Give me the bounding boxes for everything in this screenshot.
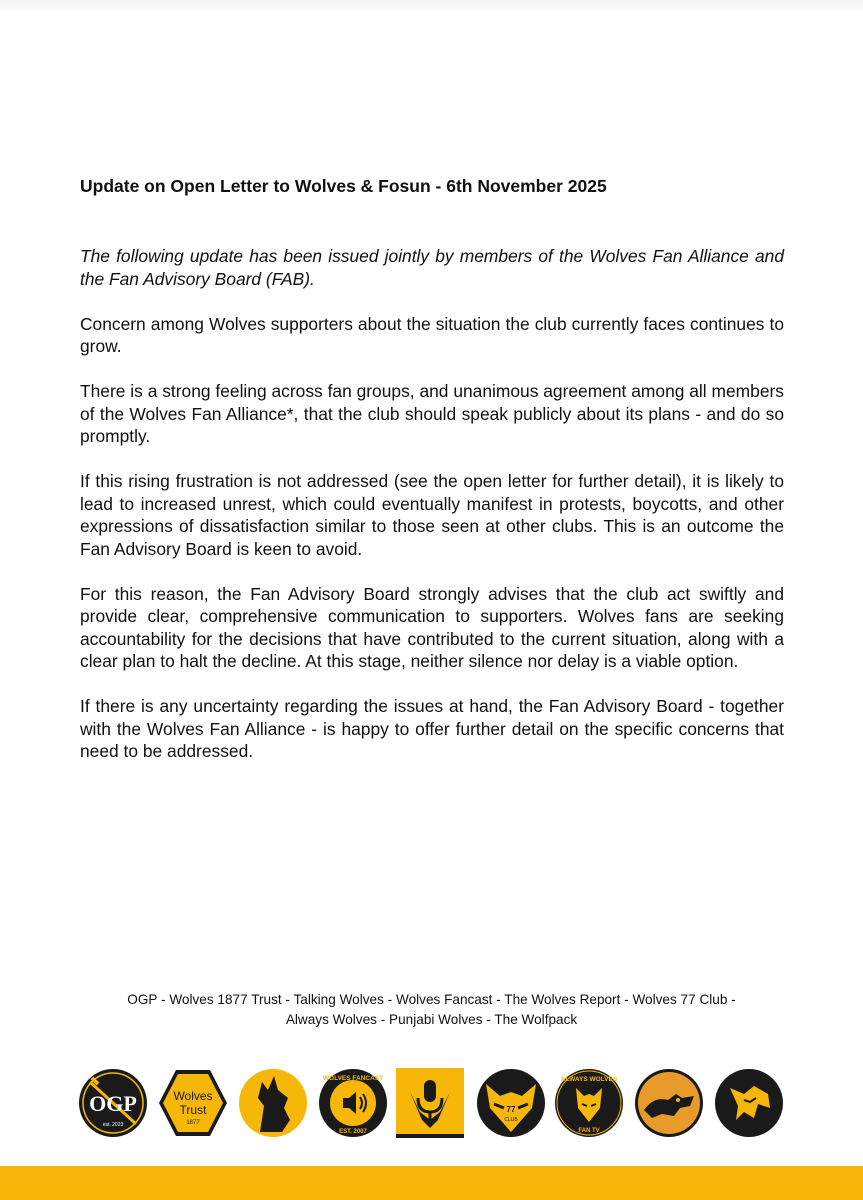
bottom-accent-bar (0, 1166, 863, 1200)
talking-wolves-logo (238, 1068, 308, 1138)
svg-text:Trust: Trust (179, 1103, 207, 1117)
fan-group-logos (78, 1068, 788, 1138)
svg-text:Wolves: Wolves (173, 1089, 213, 1103)
wolves-trust-logo (158, 1068, 228, 1138)
wolves-77-club-logo (476, 1068, 546, 1138)
svg-text:CLUB: CLUB (504, 1117, 518, 1123)
fan-groups-line-1: OGP - Wolves 1877 Trust - Talking Wolves - Wolves Fancast - The Wolves Report - Wolves 77 Club - (127, 992, 736, 1007)
svg-text:ALWAYS WOLVES: ALWAYS WOLVES (560, 1076, 618, 1083)
punjabi-wolves-logo (634, 1068, 704, 1138)
body-paragraph: If this rising frustration is not addressed (see the open letter for further detail), it is likely to lead to increased unrest, which could eventually manifest in protests, boycotts, and other expressions of dissatisfaction similar to those seen at other clubs. This is an outcome the Fan Advisory Board is keen to avoid. (80, 471, 784, 559)
document-title: Update on Open Letter to Wolves & Fosun - 6th November 2025 (80, 176, 607, 196)
the-wolves-report-logo (396, 1068, 464, 1138)
intro-paragraph: The following update has been issued jointly by members of the Wolves Fan Alliance and the Fan Advisory Board (FAB). (80, 246, 784, 289)
body-paragraph: Concern among Wolves supporters about the situation the club currently faces continues to grow. (80, 313, 784, 356)
svg-text:OGP: OGP (89, 1091, 137, 1116)
wolves-fancast-logo (318, 1068, 388, 1138)
the-wolfpack-logo (714, 1068, 784, 1138)
always-wolves-logo (554, 1068, 624, 1138)
svg-text:1877: 1877 (186, 1120, 200, 1126)
body-paragraph: There is a strong feeling across fan groups, and unanimous agreement among all members of the Wolves Fan Alliance*, that the club should speak publicly about its plans - and do so promptly. (80, 381, 784, 446)
document-body (80, 245, 784, 785)
body-paragraph: If there is any uncertainty regarding the issues at hand, the Fan Advisory Board - together with the Wolves Fan Alliance - is happy to offer further detail on the specific concerns that need to be addressed. (80, 696, 784, 761)
fan-groups-list (60, 990, 803, 1030)
body-paragraph: For this reason, the Fan Advisory Board strongly advises that the club act swiftly and provide clear, comprehensive communication to supporters. Wolves fans are seeking accountability for the decisions that have contributed to the current situation, along with a clear plan to halt the decline. At this stage, neither silence nor delay is a viable option. (80, 583, 784, 671)
svg-text:FAN TV: FAN TV (578, 1128, 600, 1134)
svg-text:77: 77 (506, 1105, 516, 1114)
ogp-logo (78, 1068, 148, 1138)
fan-groups-line-2: Always Wolves - Punjabi Wolves - The Wolfpack (285, 1012, 578, 1027)
svg-text:WOLVES FANCAST: WOLVES FANCAST (322, 1075, 384, 1082)
svg-text:EST. 2007: EST. 2007 (339, 1129, 367, 1135)
svg-text:est. 2023: est. 2023 (102, 1122, 124, 1128)
top-fade (0, 0, 863, 14)
